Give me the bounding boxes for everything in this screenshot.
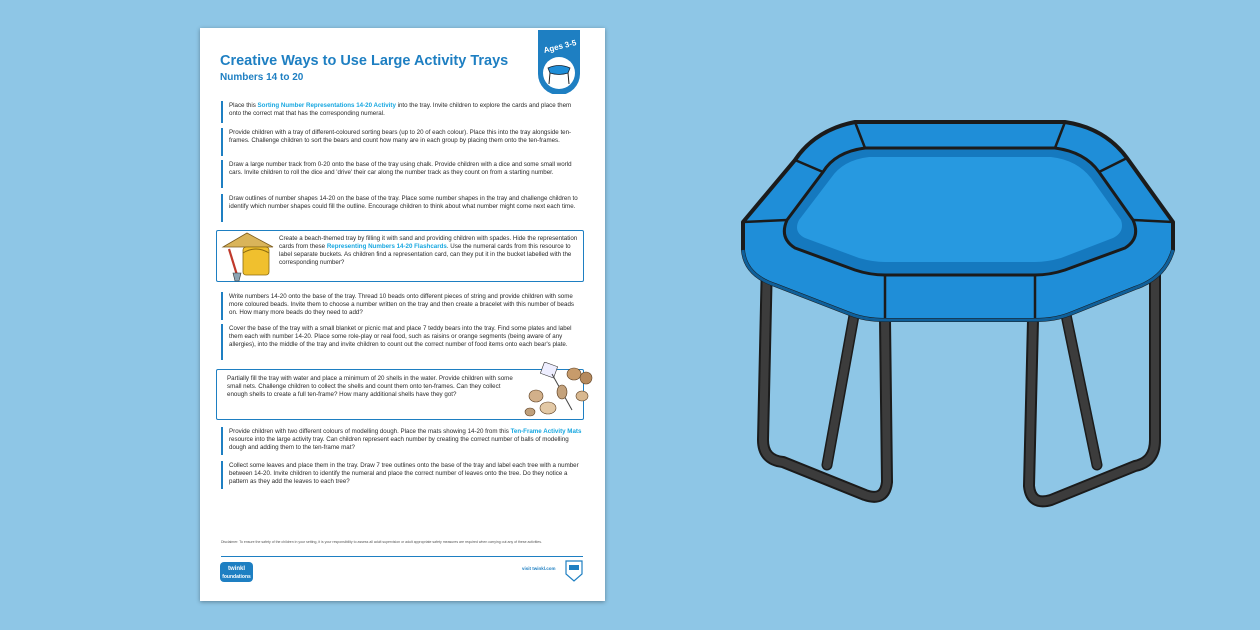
link-sorting-activity[interactable]: Sorting Number Representations 14-20 Activity: [257, 102, 396, 109]
link-ten-frame-mats[interactable]: Ten-Frame Activity Mats: [510, 428, 582, 435]
paragraph-4: Draw outlines of number shapes 14-20 on the base of the tray. Place some number shapes in the tray and challenge children to identify which number shapes could fill the outline. Encourage children to think about what number might come next each time.: [229, 195, 578, 210]
page-title: Creative Ways to Use Large Activity Trays: [220, 53, 509, 69]
twinkl-logo-icon: [220, 561, 253, 583]
paragraph-8: Partially fill the tray with water and place a minimum of 20 shells in the water. Provide children with some small nets. Challenge children to collect the shells and count them onto ten-frames. Can they collect enough shells to create a full ten-frame? How many additional shells have they got?: [227, 375, 513, 398]
shells-tray-box: [216, 369, 584, 420]
footer-url[interactable]: visit twinkl.com: [522, 566, 556, 571]
paragraph-7: Cover the base of the tray with a small blanket or picnic mat and place 7 teddy bears into the tray. Find some plates and label them each with number 14-20. Place some role-play or real food, such as raisins or orange segments (being aware of any allergies), into the middle of the tray and invite children to count out the correct number of food items onto each bear's plate.: [229, 325, 572, 348]
sand-bucket-icon: [217, 227, 277, 283]
footer-divider: [221, 556, 583, 557]
quality-badge-icon: [564, 560, 584, 582]
activity-tray-icon: [735, 110, 1180, 520]
disclaimer: Disclaimer: To ensure the safety of the children in your setting, it is your responsibility to assess all adult supervision or adult appropriate safety measures are required when carrying out any of these activities.: [221, 540, 542, 544]
beach-tray-box: [216, 230, 584, 282]
paragraph-5: Create a beach-themed tray by filling it with sand and providing children with spades. Hide the representation cards from these Representing Numbers 14-20 Flashcards. Use the numeral cards from this resource to label separate buckets. As children find a representation card, can they put it in the bucket labelled with the corresponding number?: [279, 235, 578, 266]
paragraph-6: Write numbers 14-20 onto the base of the tray. Thread 10 beads onto different pieces of string and provide children with some more coloured beads. Invite them to choose a number written on the tray and then create a bracelet with this number of beads on. How many more beads do they need to add?: [229, 293, 574, 316]
page-subtitle: Numbers 14 to 20: [220, 72, 304, 83]
paragraph-9: Provide children with two different colours of modelling dough. Place the mats showing 14-20 from this Ten-Frame Activity Mats resource into the large activity tray. Can children represent each number by creating the correct number of balls of modelling dough and adding them to the ten-frame mat?: [229, 428, 582, 451]
svg-text:twinkl: twinkl: [227, 566, 246, 572]
link-flashcards[interactable]: Representing Numbers 14-20 Flashcards: [326, 243, 447, 250]
shells-net-icon: [522, 362, 594, 424]
svg-text:foundations: foundations: [222, 574, 251, 580]
activity-sheet: [200, 28, 605, 601]
paragraph-1: Place this Sorting Number Representations 14-20 Activity into the tray. Invite children to explore the cards and place them onto the correct mat that has the corresponding numeral.: [229, 102, 572, 117]
paragraph-3: Draw a large number track from 0-20 onto the base of the tray using chalk. Provide children with a dice and some small world cars. Invite children to roll the dice and 'drive' their car along the number track as they count on from a starting number.: [229, 161, 572, 176]
paragraph-2: Provide children with a tray of different-coloured sorting bears (up to 20 of each colour). Place this into the tray alongside ten-frames. Challenge children to sort the bears and count how many are in each group by placing them onto the ten-frames.: [229, 129, 572, 144]
paragraph-10: Collect some leaves and place them in the tray. Draw 7 tree outlines onto the base of the tray and label each tree with a number between 14-20. Invite children to identify the numeral and place the correct number of leaves onto the tree. Do they notice a pattern as they add the leaves to each tree?: [229, 462, 579, 485]
age-badge-text: Ages 3-5: [542, 38, 578, 55]
